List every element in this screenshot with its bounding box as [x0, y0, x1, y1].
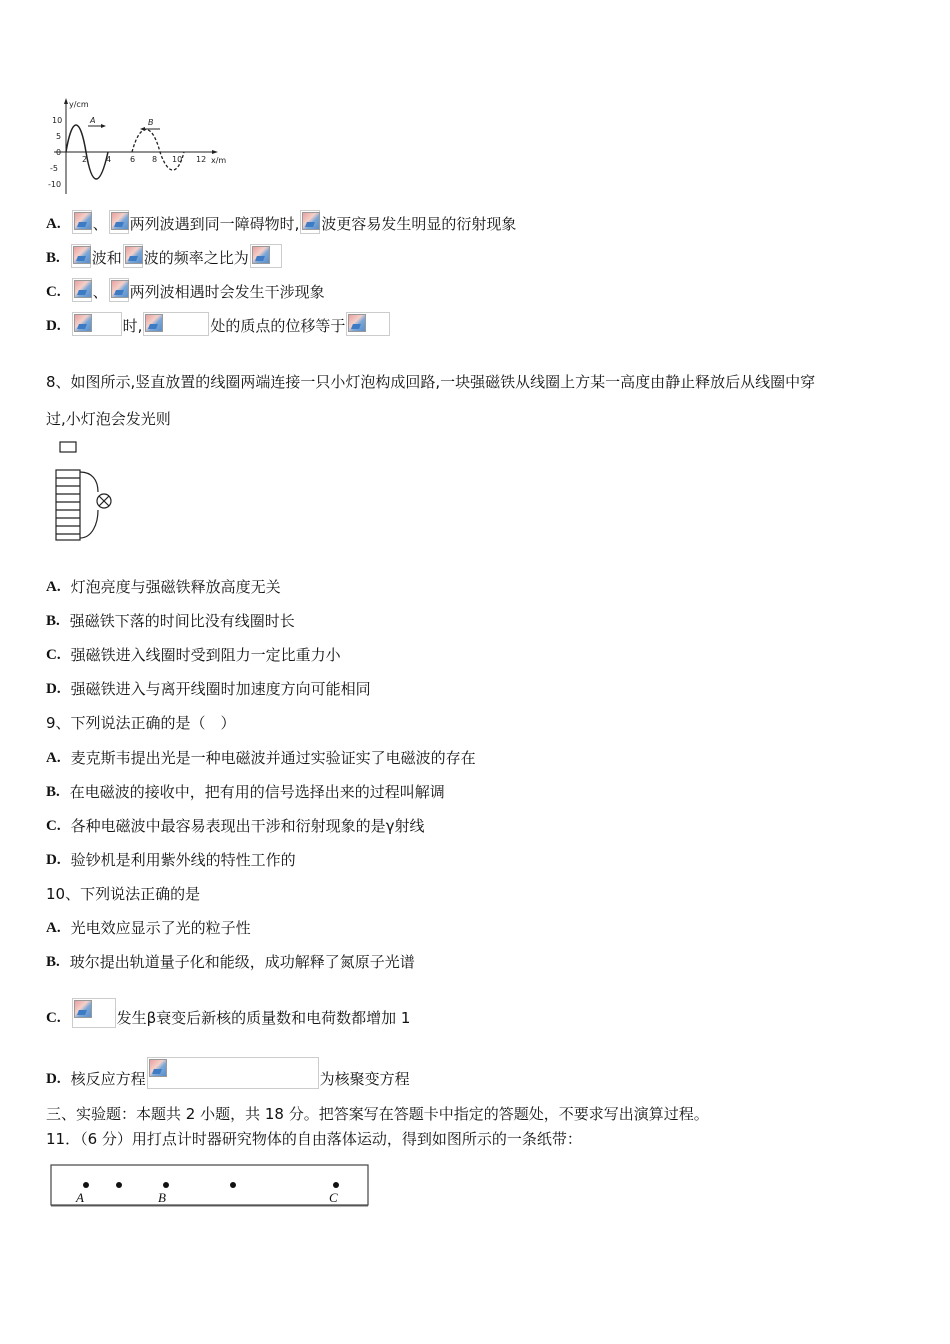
option-text: 灯泡亮度与强磁铁释放高度无关: [70, 578, 281, 596]
formula-image-icon: [109, 210, 129, 234]
option-text: 强磁铁进入线圈时受到阻力一定比重力小: [70, 646, 341, 664]
option-text: 强磁铁下落的时间比没有线圈时长: [69, 612, 295, 630]
x-tick: 8: [152, 155, 158, 164]
y-tick: 5: [56, 132, 62, 141]
x-tick: 2: [82, 155, 88, 164]
formula-image-icon: [250, 244, 282, 268]
q9-stem: 9、下列说法正确的是（ ）: [46, 714, 236, 732]
q8-option-a[interactable]: [46, 577, 281, 597]
option-letter: D.: [46, 318, 61, 334]
option-letter: A.: [46, 920, 61, 936]
option-letter: B.: [46, 613, 60, 629]
y-axis-label: y/cm: [69, 100, 89, 109]
tape-label-b: B: [158, 1190, 166, 1205]
option-text: 两列波相遇时会发生干涉现象: [129, 283, 325, 301]
tape-label-c: C: [329, 1190, 338, 1205]
q9-option-d[interactable]: [46, 850, 296, 870]
magnet-icon: [60, 442, 76, 452]
option-letter: C.: [46, 818, 61, 834]
formula-image-icon: [72, 210, 92, 234]
q9-option-b[interactable]: [46, 782, 445, 802]
q10-option-d[interactable]: [46, 1057, 410, 1089]
q8-stem-line2: 过,小灯泡会发光则: [46, 410, 171, 428]
formula-image-icon: [143, 312, 209, 336]
x-tick: 4: [106, 155, 112, 164]
q10-stem: 10、下列说法正确的是: [46, 885, 201, 903]
option-text: 光电效应显示了光的粒子性: [70, 919, 251, 937]
tape-dot: [230, 1182, 236, 1188]
tape-label-a: A: [76, 1190, 84, 1205]
x-tick: 12: [196, 155, 207, 164]
x-axis-label: x/m: [211, 156, 227, 165]
formula-image-icon: [72, 278, 92, 302]
wave-a-label: A: [90, 116, 96, 125]
option-text: 时,: [122, 317, 143, 335]
option-text: 两列波遇到同一障碍物时,: [129, 215, 300, 233]
q7-option-c[interactable]: [46, 278, 325, 302]
q8-option-c[interactable]: [46, 645, 341, 665]
formula-image-icon: [300, 210, 320, 234]
q9-option-c[interactable]: [46, 816, 424, 836]
option-letter: B.: [46, 784, 60, 800]
option-letter: C.: [46, 1010, 61, 1026]
q10-option-b[interactable]: [46, 952, 415, 972]
option-letter: D.: [46, 852, 61, 868]
q7-option-b[interactable]: [46, 244, 283, 268]
tape-dot: [116, 1182, 122, 1188]
y-tick: -5: [50, 164, 58, 173]
option-text: 玻尔提出轨道量子化和能级，成功解释了氮原子光谱: [69, 953, 415, 971]
option-letter: A.: [46, 216, 61, 232]
option-text: 核反应方程: [70, 1070, 146, 1088]
option-text: 波的频率之比为: [143, 249, 249, 267]
option-letter: D.: [46, 681, 61, 697]
formula-image-icon: [72, 312, 122, 336]
tape-dot: [163, 1182, 169, 1188]
formula-image-icon: [346, 312, 390, 336]
option-text: 处的质点的位移等于: [210, 317, 346, 335]
option-text: 为核聚变方程: [319, 1070, 410, 1088]
q10-option-a[interactable]: [46, 918, 251, 938]
formula-image-icon: [71, 244, 91, 268]
q9-option-a[interactable]: [46, 748, 476, 768]
option-letter: A.: [46, 750, 61, 766]
option-text: 、: [92, 215, 108, 233]
y-tick: 10: [52, 116, 63, 125]
wave-b-label: B: [148, 118, 154, 127]
formula-image-icon: [72, 998, 116, 1028]
q8-stem-line1: 8、如图所示,竖直放置的线圈两端连接一只小灯泡构成回路,一块强磁铁从线圈上方某一高度由静止释放后从线圈中穿: [46, 373, 816, 391]
option-text: 波更容易发生明显的衍射现象: [321, 215, 517, 233]
q7-option-d[interactable]: [46, 312, 391, 336]
option-letter: B.: [46, 250, 60, 266]
q10-option-c[interactable]: [46, 998, 410, 1028]
option-letter: D.: [46, 1071, 61, 1087]
option-text: 强磁铁进入与离开线圈时加速度方向可能相同: [70, 680, 371, 698]
coil-figure: [52, 440, 122, 544]
tape-dot: [333, 1182, 339, 1188]
option-text: 、: [92, 283, 108, 301]
option-text: 发生β衰变后新核的质量数和电荷数都增加 1: [116, 1009, 411, 1027]
option-letter: C.: [46, 647, 61, 663]
tape-dot: [83, 1182, 89, 1188]
q7-option-a[interactable]: [46, 210, 516, 234]
y-tick: -10: [48, 180, 62, 189]
option-text: 波和: [91, 249, 122, 267]
wave-figure: [44, 96, 244, 198]
option-text: 验钞机是利用紫外线的特性工作的: [70, 851, 296, 869]
option-letter: B.: [46, 954, 60, 970]
q8-option-d[interactable]: [46, 679, 371, 699]
x-tick: 10: [172, 155, 183, 164]
q8-option-b[interactable]: [46, 611, 295, 631]
option-text: 在电磁波的接收中，把有用的信号选择出来的过程叫解调: [69, 783, 445, 801]
option-text: 各种电磁波中最容易表现出干涉和衍射现象的是γ射线: [70, 817, 425, 835]
paper-tape-figure: [48, 1160, 372, 1210]
formula-image-icon: [123, 244, 143, 268]
option-text: 麦克斯韦提出光是一种电磁波并通过实验证实了电磁波的存在: [70, 749, 476, 767]
option-letter: A.: [46, 579, 61, 595]
formula-image-icon: [109, 278, 129, 302]
x-tick: 6: [130, 155, 136, 164]
q11-stem: 11．（6 分）用打点计时器研究物体的自由落体运动，得到如图所示的一条纸带：: [46, 1130, 582, 1148]
formula-image-icon: [147, 1057, 319, 1089]
option-letter: C.: [46, 284, 61, 300]
section-heading: 三、实验题：本题共 2 小题，共 18 分。把答案写在答题卡中指定的答题处，不要求写出演算过程。: [46, 1105, 709, 1123]
y-tick: 0: [56, 148, 62, 157]
